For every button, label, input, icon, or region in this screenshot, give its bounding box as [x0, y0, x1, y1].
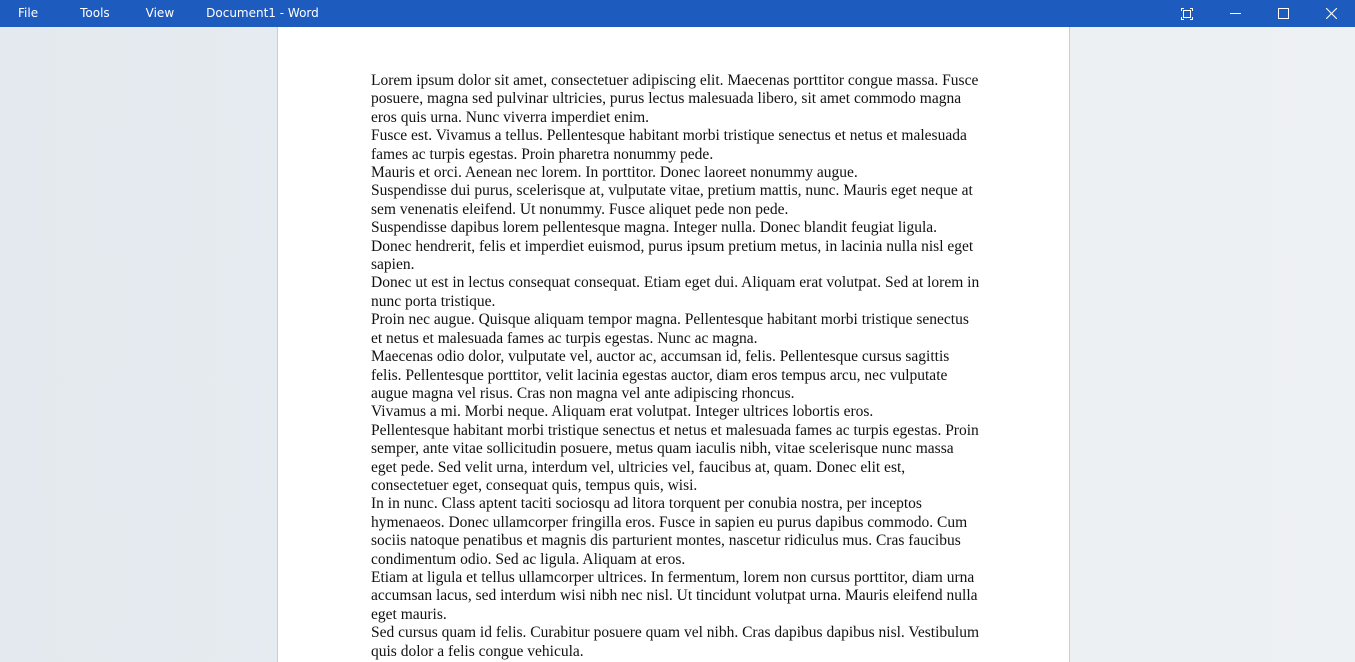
minimize-icon: [1230, 8, 1241, 19]
paragraph: Maecenas odio dolor, vulputate vel, auctor ac, accumsan id, felis. Pellentesque cursus sagittis felis. Pellentesque porttitor, velit lacinia egestas auctor, diam eros tempus arcu, nec vulputate augue magna vel risus. Cras non magna vel ante adipiscing rhoncus.: [371, 348, 950, 402]
window-controls: [1163, 0, 1355, 27]
tablet-mode-icon: [1181, 8, 1193, 20]
paragraph: Lorem ipsum dolor sit amet, consectetuer adipiscing elit. Maecenas porttitor congue massa. Fusce posuere, magna sed pulvinar ultricies, purus lectus malesuada libero, sit amet commodo magna eros quis urna. Nunc viverra imperdiet enim.: [371, 72, 979, 126]
menu-tools[interactable]: Tools: [80, 6, 110, 20]
paragraph: Donec ut est in lectus consequat consequat. Etiam eget dui. Aliquam erat volutpat. Sed at lorem in nunc porta tristique.: [371, 274, 980, 310]
paragraph: In in nunc. Class aptent taciti sociosqu ad litora torquent per conubia nostra, per inceptos hymenaeos. Donec ullamcorper fringilla eros. Fusce in sapien eu purus dapibus commodo. Cum sociis natoque penatibus et magnis dis parturient montes, nascetur ridiculus mus. Cras faucibus condimentum odio. Sed ac ligula. Aliquam at eros.: [371, 495, 968, 568]
paragraph: Sed cursus quam id felis. Curabitur posuere quam vel nibh. Cras dapibus dapibus nisl. Vestibulum quis dolor a felis congue vehicula.: [371, 624, 980, 660]
close-button[interactable]: [1307, 0, 1355, 27]
document-page[interactable]: [277, 27, 1070, 662]
paragraph: Vivamus a mi. Morbi neque. Aliquam erat volutpat. Integer ultrices lobortis eros.: [371, 403, 874, 421]
document-body[interactable]: [371, 72, 981, 661]
close-icon: [1326, 8, 1337, 19]
menu-view[interactable]: View: [145, 6, 175, 20]
maximize-icon: [1278, 8, 1289, 19]
window-title: Document1 - Word: [206, 6, 319, 20]
paragraph: Pellentesque habitant morbi tristique senectus et netus et malesuada fames ac turpis egestas. Proin semper, ante vitae sollicitudin posuere, metus quam iaculis nibh, vitae scelerisque nunc massa eget pede. Sed velit urna, interdum vel, ultricies vel, faucibus at, quam. Donec elit est, consectetuer eget, consequat quis, tempus quis, wisi.: [371, 421, 979, 494]
paragraph: Proin nec augue. Quisque aliquam tempor magna. Pellentesque habitant morbi tristique senectus et netus et malesuada fames ac turpis egestas. Nunc ac magna.: [371, 311, 969, 347]
maximize-button[interactable]: [1259, 0, 1307, 27]
paragraph: Suspendisse dapibus lorem pellentesque magna. Integer nulla. Donec blandit feugiat ligula. Donec hendrerit, felis et imperdiet euismod, purus ipsum pretium metus, in lacinia nulla nisl eget sapien.: [371, 219, 974, 274]
menu-file[interactable]: File: [18, 6, 39, 20]
title-bar: [0, 0, 1355, 27]
paragraph: Mauris et orci. Aenean nec lorem. In porttitor. Donec laoreet nonummy augue.: [371, 164, 858, 182]
paragraph: Etiam at ligula et tellus ullamcorper ultrices. In fermentum, lorem non cursus porttitor, diam urna accumsan lacus, sed interdum wisi nibh nec nisl. Ut tincidunt volutpat urna. Mauris eleifend nulla eget mauris.: [371, 568, 978, 623]
paragraph: Fusce est. Vivamus a tellus. Pellentesque habitant morbi tristique senectus et netus et malesuada fames ac turpis egestas. Proin pharetra nonummy pede.: [371, 127, 967, 163]
paragraph: Suspendisse dui purus, scelerisque at, vulputate vitae, pretium mattis, nunc. Mauris eget neque at sem venenatis eleifend. Ut nonummy. Fusce aliquet pede non pede.: [371, 182, 973, 218]
minimize-button[interactable]: [1211, 0, 1259, 27]
tablet-mode-button[interactable]: [1163, 0, 1211, 27]
